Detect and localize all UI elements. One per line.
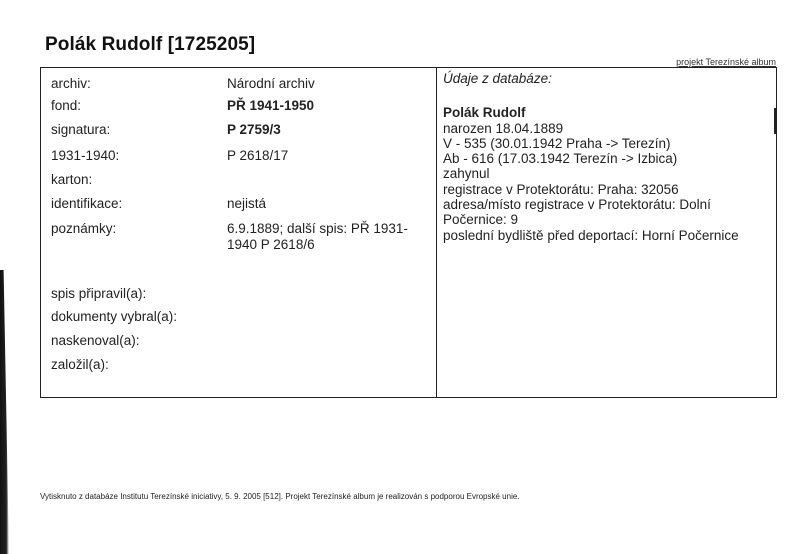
years-label: 1931-1940:	[51, 148, 120, 163]
poznamky-value: 6.9.1889; další spis: PŘ 1931-1940 P 2618/6	[227, 221, 408, 252]
spis-pripravil-label: spis připravil(a):	[51, 286, 147, 301]
last-residence-line: poslední bydliště před deportací: Horní Počernice	[443, 227, 739, 243]
poznamky-label: poznámky:	[51, 221, 117, 236]
fond-value: PŘ 1941-1950	[227, 98, 315, 113]
years-value: P 2618/17	[227, 148, 289, 163]
scan-edge-mark	[774, 108, 776, 134]
transport-line-1: V - 535 (30.01.1942 Praha -> Terezín)	[443, 135, 671, 151]
column-divider	[436, 68, 437, 397]
identifikace-label: identifikace:	[51, 196, 123, 211]
address-line: adresa/místo registrace v Protektorátu: Dolní Počernice: 9	[443, 197, 711, 228]
signatura-label: signatura:	[51, 122, 111, 137]
dokumenty-vybral-label: dokumenty vybral(a):	[51, 309, 178, 324]
footer-note: Vytisknuto z databáze Institutu Terezínské iniciativy, 5. 9. 2005 [512]. Projekt Terezínské album je realizován s podporou Evropské unie.	[40, 492, 520, 501]
database-heading: Údaje z databáze:	[443, 71, 552, 86]
transport-line-2: Ab - 616 (17.03.1942 Terezín -> Izbica)	[443, 151, 678, 167]
archiv-value: Národní archiv	[227, 76, 315, 91]
registration-line: registrace v Protektorátu: Praha: 32056	[443, 181, 679, 197]
karton-label: karton:	[51, 172, 93, 187]
archiv-label: archiv:	[51, 76, 91, 91]
database-details	[443, 71, 773, 243]
fate-line: zahynul	[443, 166, 490, 182]
zalozil-label: založil(a):	[51, 357, 109, 372]
page-title: Polák Rudolf [1725205]	[45, 34, 256, 55]
record-card	[40, 67, 777, 398]
person-name: Polák Rudolf	[443, 105, 526, 121]
identifikace-value: nejistá	[227, 196, 267, 211]
naskenoval-label: naskenoval(a):	[51, 333, 140, 348]
album-project-link[interactable]: projekt Terezínské album	[676, 57, 776, 67]
fond-label: fond:	[51, 98, 82, 113]
signatura-value: P 2759/3	[227, 122, 281, 137]
scan-dark-edge	[0, 270, 9, 554]
birth-line: narozen 18.04.1889	[443, 120, 564, 136]
